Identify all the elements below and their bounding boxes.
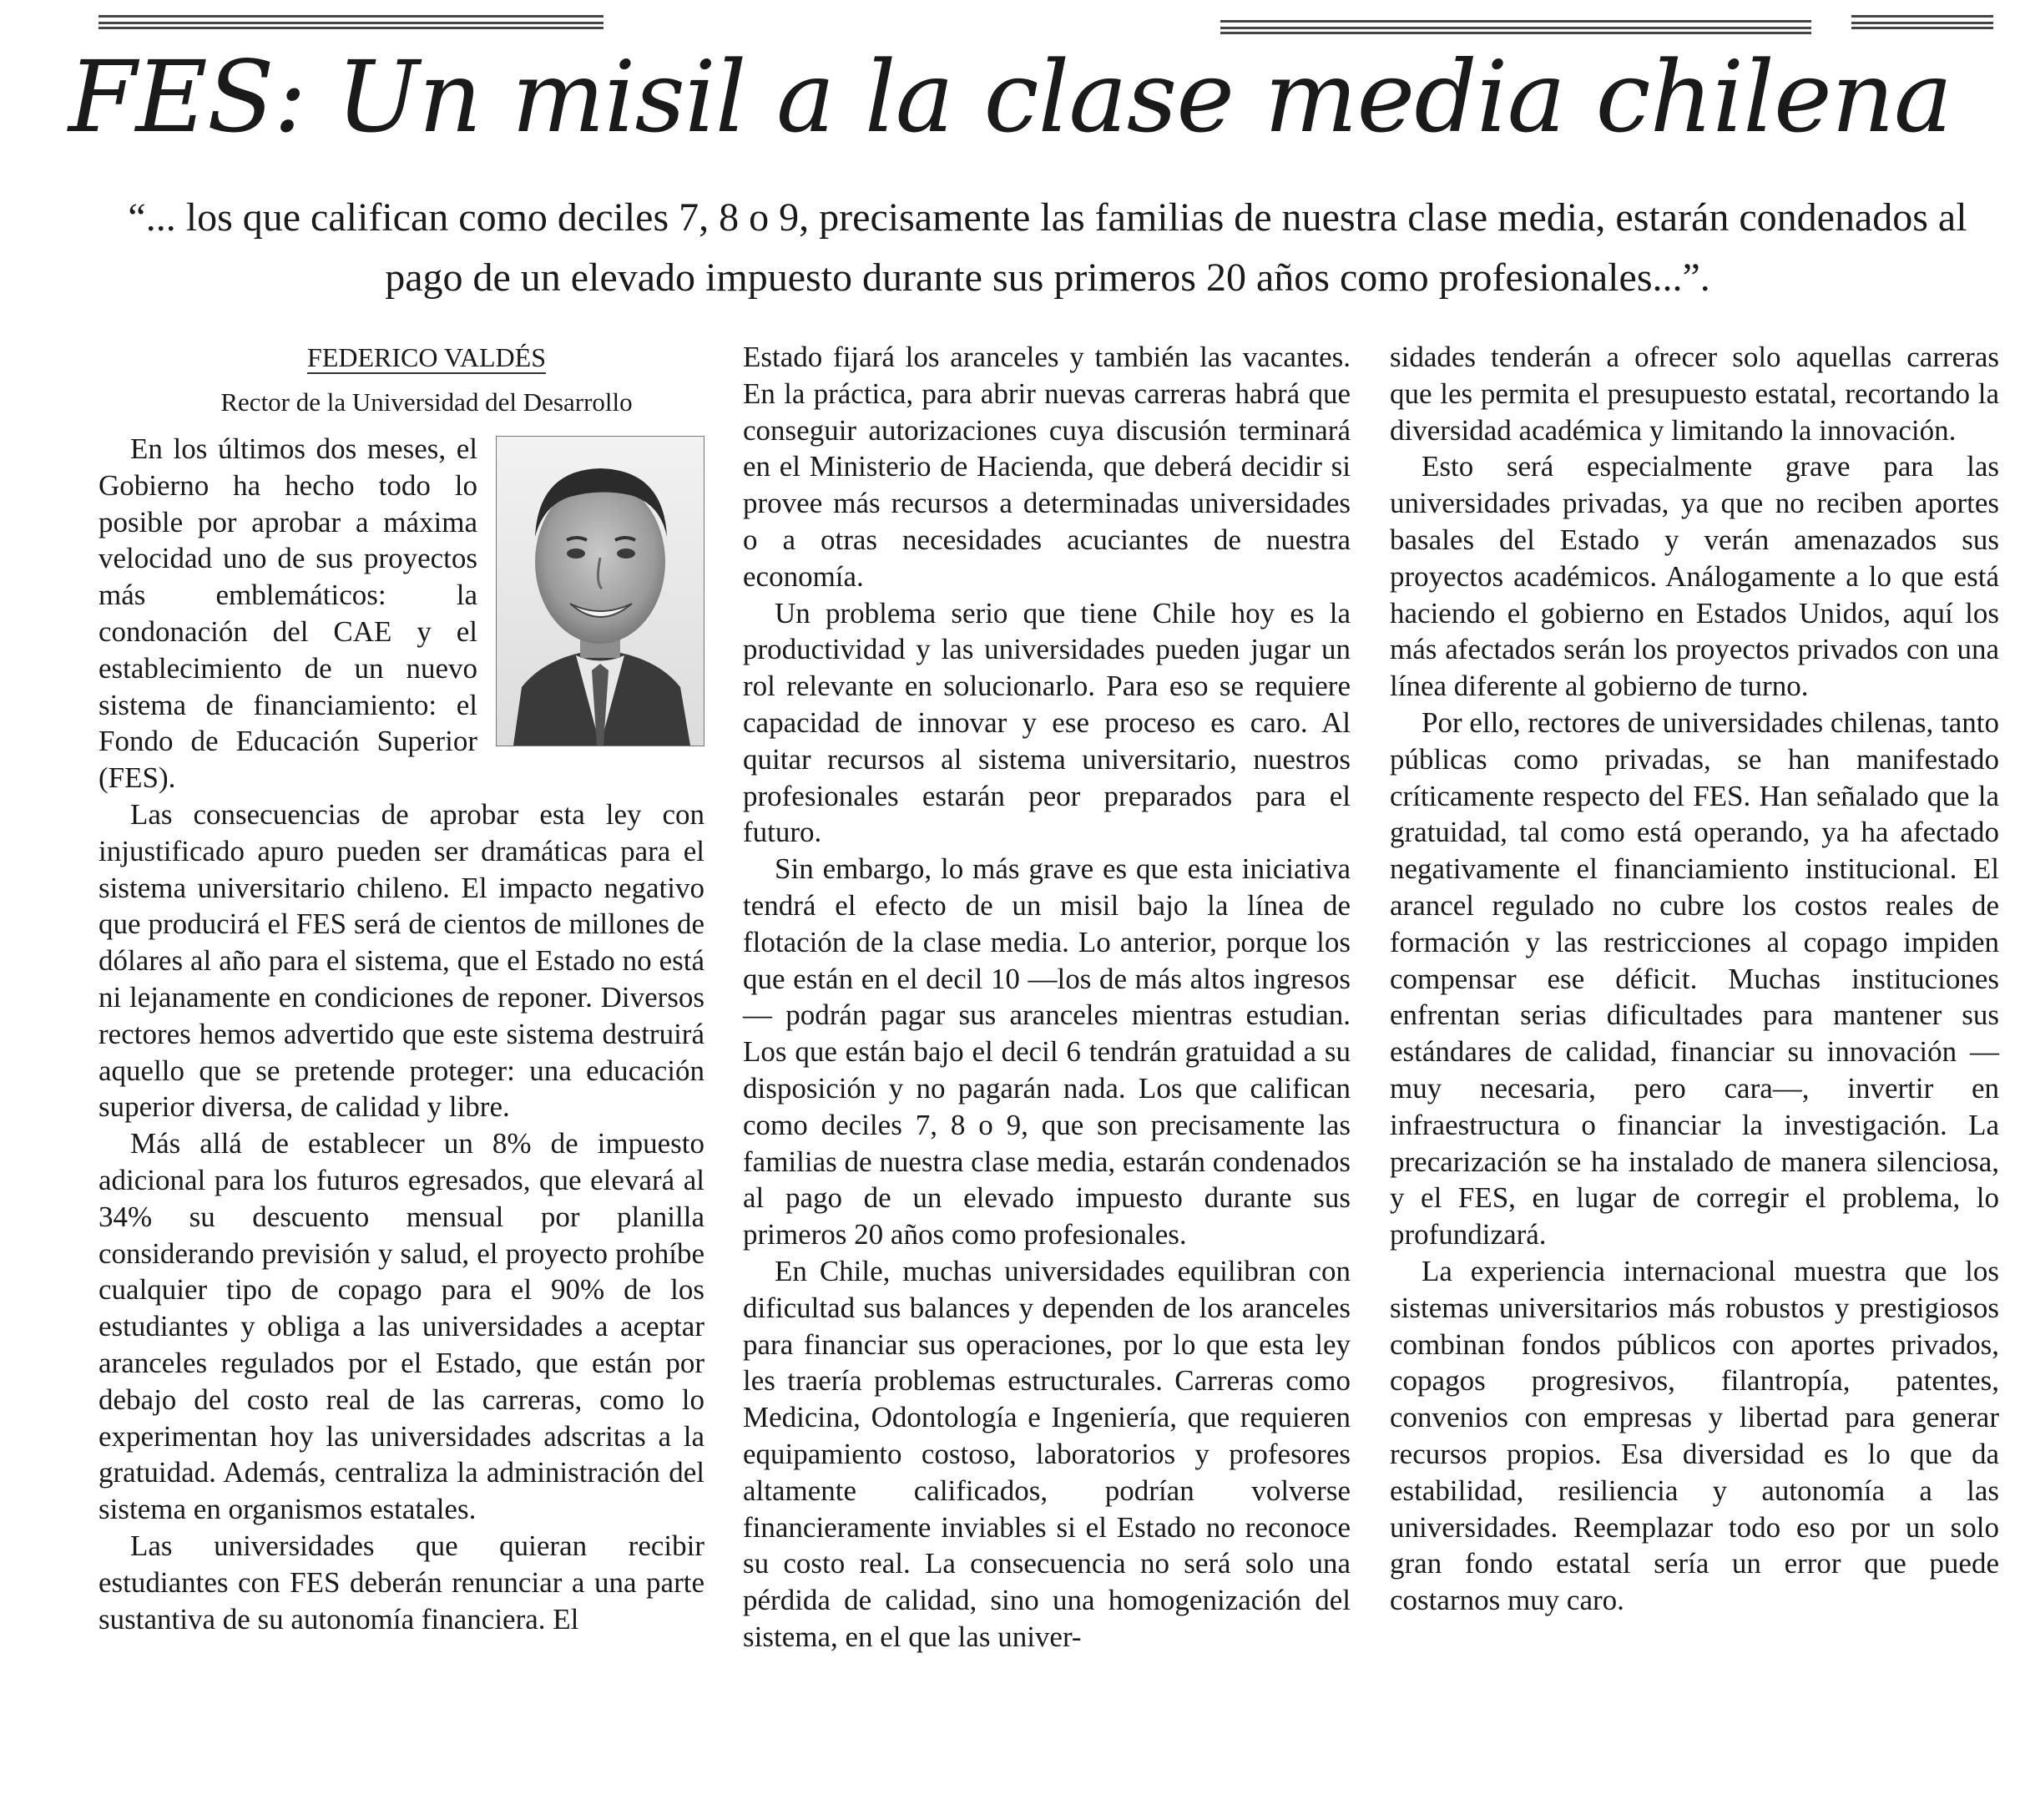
paragraph-5: Un problema serio que tiene Chile hoy es la productividad y las universidades pueden jugar un rol relevante en solucionarlo. Para eso se requiere capacidad de innovar y ese proceso es caro. Al quitar recursos al sistema universitario, nuestros profesionales estarán peor preparados para el futuro.: [743, 596, 1351, 849]
paragraph-6: Sin embargo, lo más grave es que esta iniciativa tendrá el efecto de un misil bajo la línea de flotación de la clase media. Lo anterior, porque los que están en el decil 10 —los de más altos ingresos— podrán pagar sus aranceles mientras estudian. Los que están bajo el decil 6 tendrán gratuidad a su disposición y no pagarán nada. Los que califican como deciles 7, 8 o 9, que son precisamente las familias de nuestra clase media, estarán condenados al pago de un elevado impuesto durante sus primeros 20 años como profesionales.: [743, 852, 1351, 1251]
paragraph-8: Esto será especialmente grave para las universidades privadas, ya que no reciben aportes basales del Estado y verán amenazados sus proyectos académicos. Análogamente a lo que está haciendo el gobierno en Estados Unidos, aquí los más afectados serán los proyectos privados con una línea diferente al gobierno de turno.: [1390, 450, 1999, 703]
paragraph-4: Las universidades que quieran recibir estudiantes con FES deberán renunciar a una parte sustantiva de su autonomía financiera. El: [98, 1529, 704, 1635]
paragraph-10: La experiencia internacional muestra que los sistemas universitarios más robustos y prestigiosos combinan fondos públicos con aportes privados, copagos progresivos, filantropía, patentes, convenios con empresas y libertad para generar recursos propios. Esa diversidad es lo que da estabilidad, resiliencia y autonomía a las universidades. Reemplazar todo eso por un solo gran fondo estatal sería un error que puede costarnos muy caro.: [1390, 1254, 1999, 1617]
paragraph-9: Por ello, rectores de universidades chilenas, tanto públicas como privadas, se han manifestado críticamente respecto del FES. Han señalado que la gratuidad, tal como está operando, ya ha afectado negativamente el financiamiento institucional. El arancel regulado no cubre los costos reales de formación y las restricciones al copago impiden compensar ese déficit. Muchas instituciones enfrentan serias dificultades para mantener sus estándares de calidad, financiar su innovación —muy necesaria, pero cara—, invertir en infraestructura o financiar la investigación. La precarización se ha instalado de manera silenciosa, y el FES, en lugar de corregir el problema, lo profundizará.: [1390, 705, 2000, 1251]
author-name-text: FEDERICO VALDÉS: [307, 342, 546, 372]
paragraph-7: En Chile, muchas universidades equilibran con dificultad sus balances y dependen de los aranceles para financiar sus operaciones, por lo que esta ley les traería problemas estructurales. Carreras como Medicina, Odontología e Ingeniería, que requieren equipamiento costoso, laboratorios y profesores altamente calificados, podrían volverse financieramente inviables si el Estado no reconoce su costo real. La consecuencia no será solo una pérdida de calidad, sino una homogenización del sistema, en el que las univer-: [743, 1254, 1351, 1653]
article-title: FES: Un misil a la clase media chilena: [68, 39, 1952, 154]
author-role: Rector de la Universidad del Desarrollo: [220, 387, 633, 417]
paragraph-2: Las consecuencias de aprobar esta ley con injustificado apuro pueden ser dramáticas para el sistema universitario chileno. El impacto negativo que producirá el FES será de cientos de millones de dólares al año para el sistema, que el Estado no está ni lejanamente en condiciones de reponer. Diversos rectores hemos advertido que este sistema destruirá aquello que se pretende proteger: una educación superior diversa, de calidad y libre.: [98, 797, 704, 1124]
header-rule-middle: [1220, 20, 1811, 23]
author-portrait-icon: [496, 436, 704, 746]
paragraph-7-continued: sidades tenderán a ofrecer solo aquellas carreras que les permita el presupuesto estatal, recortando la diversidad académica y limitando la innovación.: [1390, 341, 1999, 447]
article-column-2: [743, 339, 1351, 1656]
header-rule-right: [1851, 15, 1993, 18]
header-rule-left: [98, 15, 603, 18]
article-column-1: [98, 339, 704, 1637]
paragraph-1: En los últimos dos meses, el Gobierno ha hecho todo lo posible por aprobar a máxima velocidad uno de sus proyectos más emblemáticos: la condonación del CAE y el establecimiento de un nuevo sistema de financiamiento: el Fondo de Educación Superior (FES).: [98, 432, 477, 795]
author-name: [98, 339, 704, 376]
article-pullquote: “... los que califican como deciles 7, 8 o 9, precisamente las familias de nuestra clase media, estarán condenados al pago de un elevado impuesto durante sus primeros 20 años como profesionales...”.: [128, 195, 1967, 300]
paragraph-4-continued: Estado fijará los aranceles y también las vacantes. En la práctica, para abrir nuevas carreras habrá que conseguir autorizaciones cuya discusión terminará en el Ministerio de Hacienda, que deberá decidir si provee más recursos a determinadas universidades o a otras necesidades acuciantes de nuestra economía.: [743, 341, 1351, 593]
paragraph-3: Más allá de establecer un 8% de impuesto adicional para los futuros egresados, que elevará al 34% su descuento mensual por planilla considerando previsión y salud, el proyecto prohíbe cualquier tipo de copago para el 90% de los estudiantes y obliga a las universidades a aceptar aranceles regulados por el Estado, que están por debajo del costo real de las carreras, como lo experimentan hoy las universidades adscritas a la gratuidad. Además, centraliza la administración del sistema en organismos estatales.: [98, 1127, 704, 1526]
article-column-3: [1390, 339, 1999, 1619]
